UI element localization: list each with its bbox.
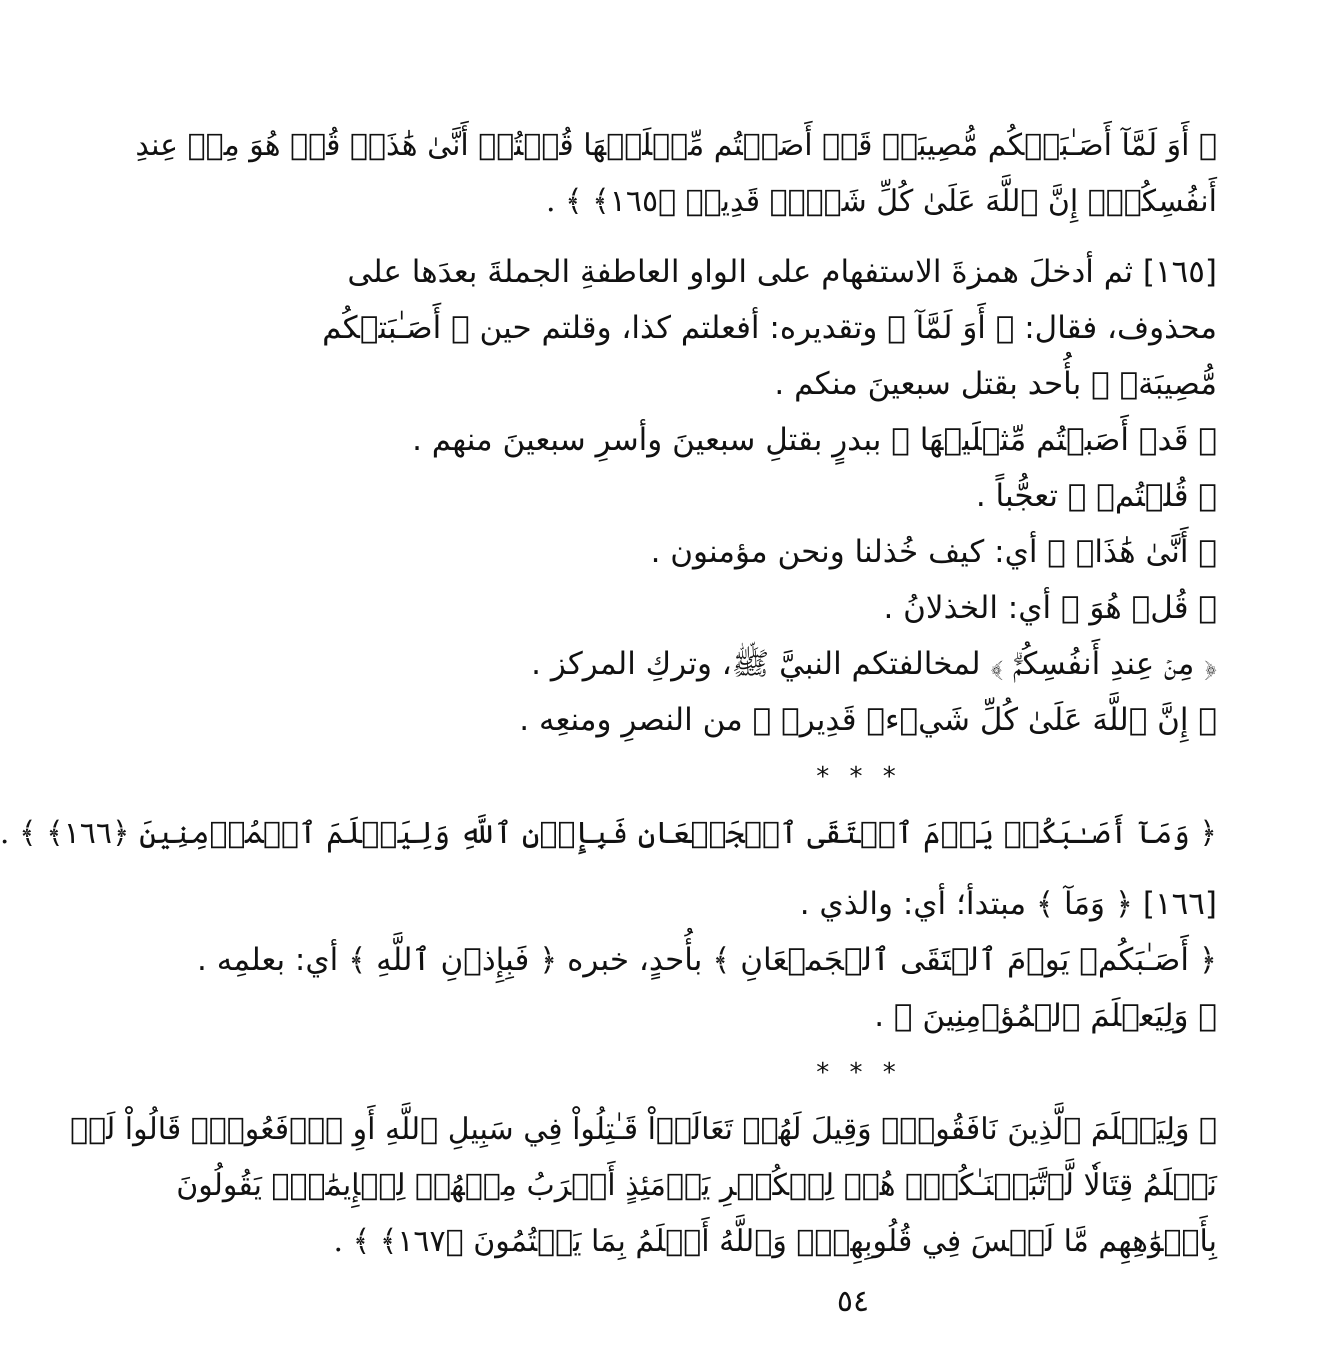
gloss-165-3: ﴿ أَنَّىٰ هَٰذَاۖ ﴾ أي: كيف خُذلنا ونحن مؤمنون .: [650, 534, 1217, 570]
page-number: ٥٤: [836, 1284, 870, 1319]
gloss-165-4: ﴿ قُلۡ هُوَ ﴾ أي: الخذلانُ .: [883, 590, 1217, 626]
commentary-166-line-1: [١٦٦] ﴿ وَمَآ ﴾ مبتدأ؛ أي: والذي .: [799, 886, 1217, 922]
spacer: [501, 230, 1217, 244]
verse-167-line-1: ﴿ وَلِيَعۡلَمَ ٱلَّذِينَ نَافَقُواْۚ وَقِيلَ لَهُمۡ تَعَالَوۡاْ قَـٰتِلُواْ فِي سَبِيلِ ٱللَّهِ أَوِ ٱدۡفَعُواْۖ قَالُواْ لَوۡ: [70, 1112, 1217, 1147]
verse-167-line-2: نَعۡلَمُ قِتَالٗا لَّٱتَّبَعۡنَـٰكُمۡۗ هُمۡ لِلۡكُفۡرِ يَوۡمَئِذٍ أَقۡرَبُ مِنۡهُمۡ لِلۡإِيمَٰنِۚ يَقُولُونَ: [176, 1168, 1217, 1203]
verse-167-line-3: بِأَفۡوَٰهِهِم مَّا لَيۡسَ فِي قُلُوبِهِمۡۚ وَٱللَّهُ أَعۡلَمُ بِمَا يَكۡتُمُونَ ﴿١٦٧﴾ ﴾ .: [333, 1224, 1217, 1259]
verse-166-line-1: ﴿ وَمَآ أَصَـٰبَكُمۡ يَوۡمَ ٱلۡتَقَى ٱلۡجَمۡعَانِ فَبِإِذۡنِ ٱللَّهِ وَلِيَعۡلَمَ ٱلۡمُؤۡمِنِينَ ﴿١٦٦﴾ ﴾ .: [0, 816, 1217, 851]
commentary-166-line-2: ﴿ أَصَـٰبَكُمۡ يَوۡمَ ٱلۡتَقَى ٱلۡجَمۡعَانِ ﴾ بأُحدٍ، خبره ﴿ فَبِإِذۡنِ ٱللَّهِ ﴾ أي: بعلمِه .: [196, 942, 1217, 978]
verse-165-line-2: أَنفُسِكُمۡۗ إِنَّ ٱللَّهَ عَلَىٰ كُلِّ شَيۡءٖ قَدِيرٞ ﴿١٦٥﴾ ﴾ .: [545, 184, 1217, 219]
commentary-166-line-3: ﴿ وَلِيَعۡلَمَ ٱلۡمُؤۡمِنِينَ ﴾ .: [874, 998, 1217, 1034]
gloss-165-5: ﴿ مِنۡ عِندِ أَنفُسِكُمۡۗ ﴾ لمخالفتكم النبيَّ ﷺ، وتركِ المركز .: [531, 646, 1217, 682]
gloss-165-6: ﴿ إِنَّ ٱللَّهَ عَلَىٰ كُلِّ شَيۡءٖ قَدِيرٞ ﴾ من النصرِ ومنعِه .: [519, 702, 1217, 738]
commentary-165-line-2: محذوف، فقال: ﴿ أَوَ لَمَّآ ﴾ وتقديره: أفعلتم كذا، وقلتم حين ﴿ أَصَـٰبَتۡكُم: [322, 310, 1217, 346]
section-separator-1: * * *: [816, 762, 902, 792]
commentary-165-line-3: مُّصِيبَةٞ ﴾ بأُحد بقتل سبعينَ منكم .: [774, 366, 1217, 402]
section-separator-2: * * *: [816, 1058, 902, 1088]
gloss-165-2: ﴿ قُلۡتُمۡ ﴾ تعجُّباً .: [975, 478, 1217, 514]
verse-165-line-1: ﴿ أَوَ لَمَّآ أَصَـٰبَتۡكُم مُّصِيبَةٞ قَدۡ أَصَبۡتُم مِّثۡلَيۡهَا قُلۡتُمۡ أَنَّىٰ هَٰذَاۖ قُلۡ هُوَ مِنۡ عِندِ: [135, 128, 1217, 163]
gloss-165-1: ﴿ قَدۡ أَصَبۡتُم مِّثۡلَيۡهَا ﴾ ببدرٍ بقتلِ سبعينَ وأسرِ سبعينَ منهم .: [412, 422, 1217, 458]
spacer: [501, 862, 1217, 876]
commentary-165-line-1: [١٦٥] ثم أدخلَ همزةَ الاستفهام على الواو العاطفةِ الجملةَ بعدَها على: [347, 254, 1217, 290]
